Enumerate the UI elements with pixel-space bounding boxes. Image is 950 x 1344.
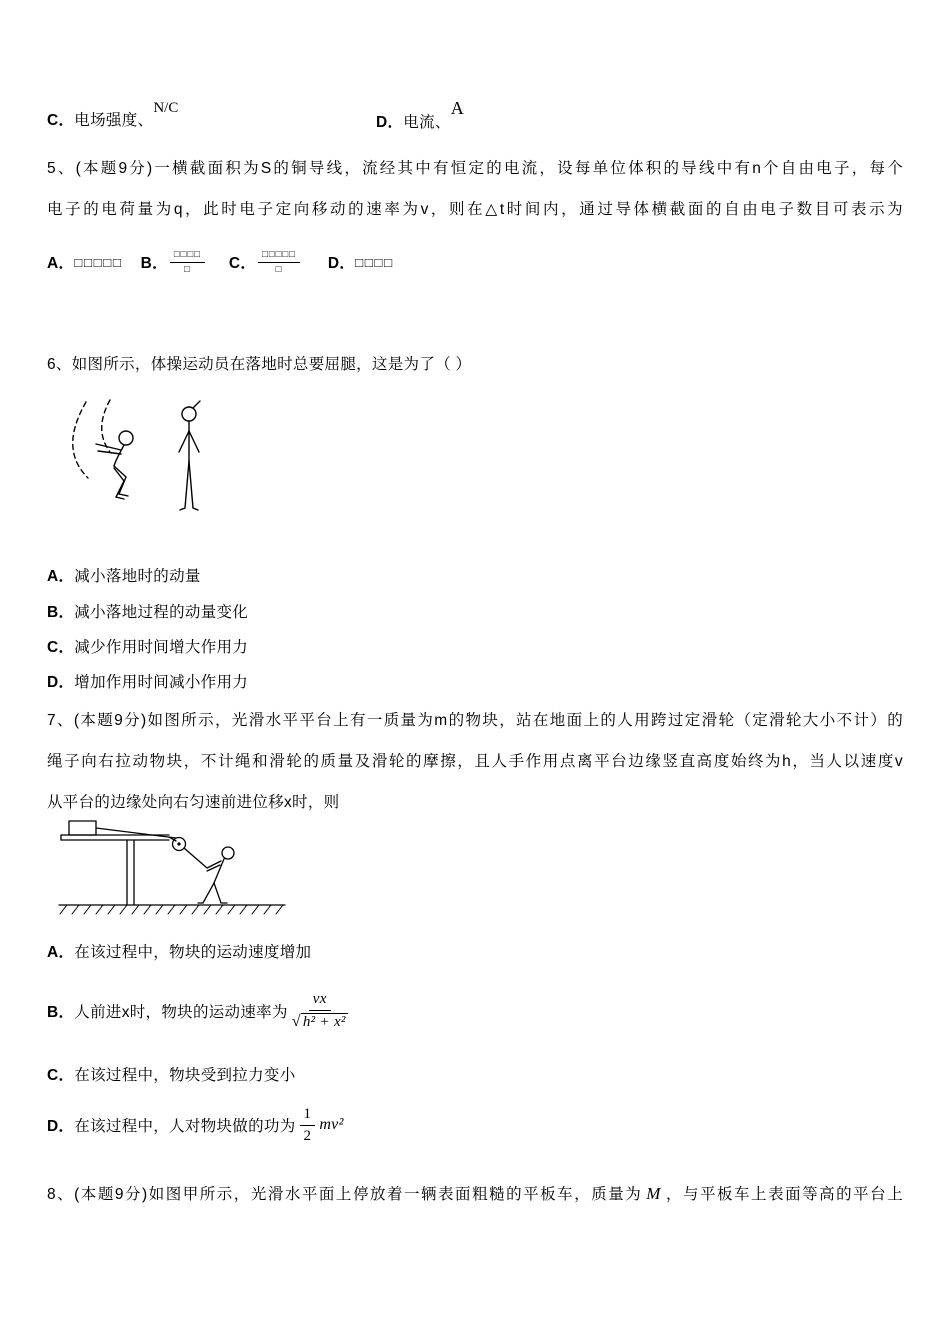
q7-line-2: 绳子向右拉动物块，不计绳和滑轮的质量及滑轮的摩擦，且人手作用点离平台边缘竖直高度始终为h，当人以速度v bbox=[47, 753, 903, 770]
q6-option-c bbox=[47, 635, 248, 661]
q7-option-b-text: 人前进x时，物块的运动速率为 bbox=[74, 1004, 288, 1021]
q6-option-a-text: 减小落地时的动量 bbox=[74, 568, 201, 585]
standing-gymnast-arm-1 bbox=[179, 431, 189, 452]
q6-option-a bbox=[47, 564, 201, 590]
person-arm-1 bbox=[207, 861, 221, 868]
q7-option-d-numerator: 1 bbox=[300, 1105, 316, 1126]
q6-option-c-text: 减少作用时间增大作用力 bbox=[74, 639, 249, 656]
q5-option-d-label: D． bbox=[327, 255, 356, 272]
question-7-stem bbox=[47, 700, 903, 823]
q7-option-c-label: C． bbox=[47, 1067, 75, 1084]
q7-line-3: 从平台的边缘处向右匀速前进位移x时，则 bbox=[47, 794, 340, 811]
crouching-gymnast-head bbox=[119, 431, 133, 445]
q6-option-b bbox=[47, 600, 248, 626]
crouching-gymnast-arm-1 bbox=[96, 444, 121, 450]
block bbox=[69, 821, 96, 835]
q7-option-b-numerator: vx bbox=[309, 990, 331, 1011]
q7-option-d-text: 在该过程中，人对物块做的功为 bbox=[74, 1118, 296, 1135]
q6-option-c-label: C． bbox=[47, 639, 75, 656]
q7-option-d-fraction bbox=[300, 1105, 316, 1146]
q5-option-b-denominator: □ bbox=[183, 263, 191, 275]
question-6-stem: 6、如图所示，体操运动员在落地时总要屈腿，这是为了（ ） bbox=[47, 356, 472, 373]
q7-option-b-radicand: h² + x² bbox=[302, 1013, 346, 1030]
q5-option-c-numerator: □□□□□ bbox=[258, 249, 300, 263]
person-leg-2 bbox=[214, 883, 227, 903]
prev-option-d-text: 电流、 bbox=[403, 114, 451, 131]
q6-option-d-text: 增加作用时间减小作用力 bbox=[74, 674, 249, 691]
q7-option-a bbox=[47, 940, 311, 966]
q7-option-c bbox=[47, 1063, 296, 1089]
q5-option-a-label: A． bbox=[47, 255, 75, 272]
q5-options-row bbox=[47, 236, 394, 288]
gymnast-figure bbox=[58, 398, 214, 532]
q7-option-d-label: D． bbox=[47, 1118, 75, 1135]
q8-variable-M: M bbox=[646, 1184, 661, 1203]
prev-option-d-unit: A bbox=[450, 98, 464, 118]
standing-gymnast-arm-2 bbox=[189, 431, 199, 452]
rope-horizontal bbox=[96, 828, 176, 838]
q5-option-c-label: C． bbox=[228, 255, 257, 272]
q5-option-c-formula bbox=[258, 249, 300, 276]
q6-option-a-label: A． bbox=[47, 568, 75, 585]
prev-option-c-unit: N/C bbox=[153, 100, 179, 116]
prev-option-c-text: 电场强度、 bbox=[74, 112, 154, 129]
pulley-figure bbox=[55, 815, 290, 917]
prev-option-d-label: D． bbox=[376, 114, 404, 131]
q6-option-b-text: 减小落地过程的动量变化 bbox=[74, 604, 249, 621]
q6-option-b-label: B． bbox=[47, 604, 75, 621]
q7-option-b-denominator bbox=[292, 1011, 348, 1032]
rope-to-person bbox=[184, 848, 207, 868]
q8-text-post: ，与平板车上表面等高的平台上 bbox=[664, 1186, 903, 1203]
q7-line-1: 7、(本题9分)如图所示，光滑水平平台上有一质量为m的物块，站在地面上的人用跨过定滑轮（定滑轮大小不计）的 bbox=[47, 712, 903, 729]
q6-option-d bbox=[47, 670, 248, 696]
q8-text-pre: 8、(本题9分)如图甲所示，光滑水平面上停放着一辆表面粗糙的平板车，质量为 bbox=[47, 1186, 643, 1203]
q7-option-a-text: 在该过程中，物块的运动速度增加 bbox=[74, 944, 312, 961]
person-arm-2 bbox=[207, 865, 220, 871]
q5-option-b-formula bbox=[170, 249, 205, 276]
q5-line-2: 电子的电荷量为q，此时电子定向移动的速率为v，则在△t时间内，通过导体横截面的自由电子数目可表示为 bbox=[47, 201, 903, 218]
standing-gymnast-head bbox=[182, 407, 196, 421]
question-8-stem bbox=[47, 1181, 903, 1208]
standing-gymnast-ponytail bbox=[193, 401, 200, 408]
q7-option-c-text: 在该过程中，物块受到拉力变小 bbox=[74, 1067, 296, 1084]
q5-option-b-numerator: □□□□ bbox=[170, 249, 205, 263]
question-5-stem bbox=[47, 148, 903, 230]
person-head bbox=[222, 847, 234, 859]
q5-option-c-denominator: □ bbox=[275, 263, 283, 275]
ground-hatching bbox=[60, 905, 283, 914]
q7-option-b bbox=[47, 984, 352, 1038]
prev-question-options bbox=[47, 98, 903, 134]
q5-option-a-formula: □□□□□ bbox=[74, 254, 123, 270]
q7-option-d bbox=[47, 1098, 344, 1152]
trajectory-arc-2 bbox=[102, 400, 110, 452]
standing-gymnast-leg-1 bbox=[180, 461, 189, 510]
prev-option-d bbox=[376, 98, 464, 136]
q5-option-b-label: B． bbox=[140, 255, 168, 272]
q7-option-b-label: B． bbox=[47, 1004, 75, 1021]
standing-gymnast-leg-2 bbox=[189, 461, 198, 510]
q7-option-d-tail: mv² bbox=[319, 1116, 344, 1133]
q6-option-d-label: D． bbox=[47, 674, 75, 691]
pulley-axle bbox=[178, 843, 180, 845]
q7-option-b-formula bbox=[292, 990, 348, 1032]
q7-option-d-denominator: 2 bbox=[303, 1127, 312, 1144]
trajectory-arc-1 bbox=[73, 402, 88, 478]
q5-option-d-formula: □□□□ bbox=[355, 254, 394, 270]
sqrt-symbol: √ bbox=[291, 1012, 301, 1030]
person-leg-1 bbox=[198, 883, 214, 903]
q7-option-a-label: A． bbox=[47, 944, 75, 961]
prev-option-c-label: C． bbox=[47, 112, 75, 129]
q5-line-1: 5、(本题9分)一横截面积为S的铜导线，流经其中有恒定的电流，设每单位体积的导线中有n个自由电子，每个 bbox=[47, 160, 903, 177]
